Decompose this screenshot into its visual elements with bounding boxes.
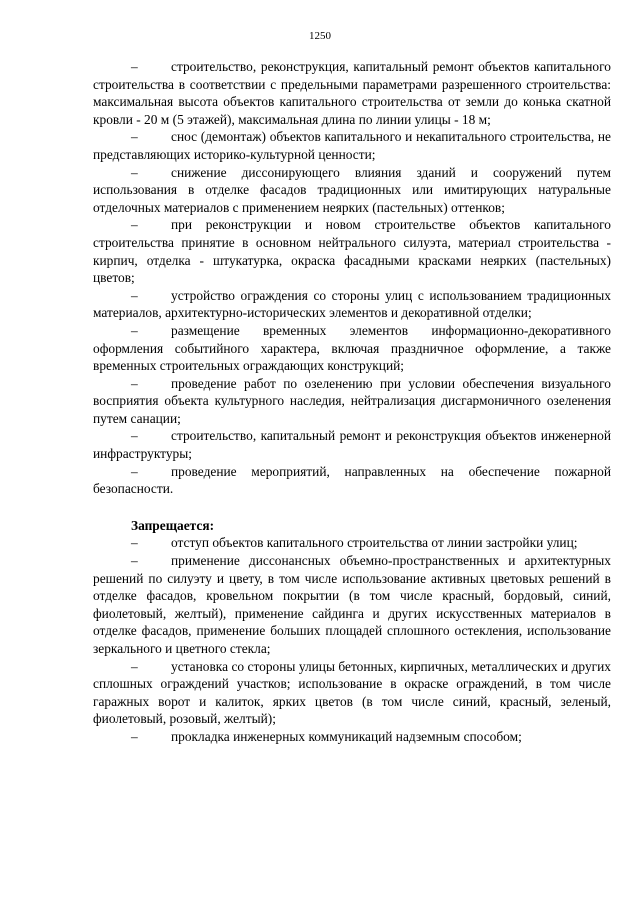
list-item — [93, 216, 611, 286]
list-item — [93, 375, 611, 428]
list-item-text: строительство, реконструкция, капитальный ремонт объектов капитального строительства в соответствии с предельными параметрами разрешенного строительства: максимальная высота объектов капитального строительства от земли до конька скатной кровли - 20 м (5 этажей), максимальная длина по линии улицы - 18 м; — [93, 59, 611, 127]
list-dash: – — [131, 217, 138, 233]
list-dash: – — [131, 658, 138, 674]
list-item-text: установка со стороны улицы бетонных, кирпичных, металлических и других сплошных ограждений участков; использование в окраске ограждений, в том числе гаражных ворот и калиток, ярких цветов (в том числе синий, красный, зеленый, фиолетовый, розовый, желтый); — [93, 658, 611, 727]
list-item — [93, 128, 611, 163]
list-item — [93, 534, 611, 552]
list-dash: – — [131, 322, 138, 338]
list-dash: – — [131, 728, 138, 744]
list-item-text: при реконструкции и новом строительстве объектов капитального строительства принятие в основном нейтрального силуэта, материал строительства - кирпич, отделка - штукатурка, окраска фасадными красками неярких (пастельных) цветов; — [93, 217, 611, 286]
document-body — [93, 58, 611, 746]
list-dash: – — [131, 164, 138, 180]
list-item-text: строительство, капитальный ремонт и реконструкция объектов инженерной инфраструктуры; — [93, 428, 611, 462]
list-item-text: проведение работ по озеленению при условии обеспечения визуального восприятия объекта культурного наследия, нейтрализация дисгармоничного озеленения путем санации; — [93, 375, 611, 426]
list-dash: – — [131, 129, 138, 145]
list-item — [93, 658, 611, 728]
list-item — [93, 58, 611, 128]
list-item — [93, 463, 611, 498]
page-number: 1250 — [309, 30, 331, 42]
list-item — [93, 322, 611, 375]
list-item — [93, 728, 611, 746]
list-item-text: снижение диссонирующего влияния зданий и сооружений путем использования в отделке фасадов традиционных или имитирующих натуральные отделочных материалов с применением неярких (пастельных) оттенков; — [93, 164, 611, 215]
list-item — [93, 427, 611, 462]
list-dash: – — [131, 463, 138, 479]
list-item-text: отступ объектов капитального строительства от линии застройки улиц; — [171, 535, 578, 551]
list-item-text: применение диссонансных объемно-пространственных и архитектурных решений по силуэту и цвету, в том числе использование активных цветовых решений в отделке фасадов, кровельном покрытии (в том числе красный, бордовый, синий, фиолетовый, желтый), применение сайдинга и других искусственных материалов в отделке фасадов, применение больших площадей сплошного остекления, использование зеркального и цветного стекла; — [93, 553, 611, 656]
list-dash: – — [131, 535, 138, 551]
list-dash: – — [131, 59, 138, 74]
permitted-list — [93, 58, 611, 498]
list-item — [93, 164, 611, 217]
list-item-text: устройство ограждения со стороны улиц с использованием традиционных материалов, архитектурно-исторических элементов и декоративной отделки; — [93, 287, 611, 321]
prohibited-list — [93, 534, 611, 745]
prohibited-heading: Запрещается: — [131, 517, 215, 533]
list-item-text: проведение мероприятий, направленных на обеспечение пожарной безопасности. — [93, 463, 611, 497]
list-dash: – — [131, 375, 138, 391]
list-item — [93, 552, 611, 658]
list-dash: – — [131, 428, 138, 444]
list-item-text: снос (демонтаж) объектов капитального и некапитального строительства, не представляющих историко-культурной ценности; — [93, 129, 611, 162]
list-item — [93, 287, 611, 322]
list-dash: – — [131, 553, 138, 569]
list-item-text: размещение временных элементов информационно-декоративного оформления событийного характера, включая праздничное оформление, а также временных строительных ограждающих конструкций; — [93, 322, 611, 374]
list-item-text: прокладка инженерных коммуникаций надземным способом; — [171, 728, 522, 744]
list-dash: – — [131, 287, 138, 303]
